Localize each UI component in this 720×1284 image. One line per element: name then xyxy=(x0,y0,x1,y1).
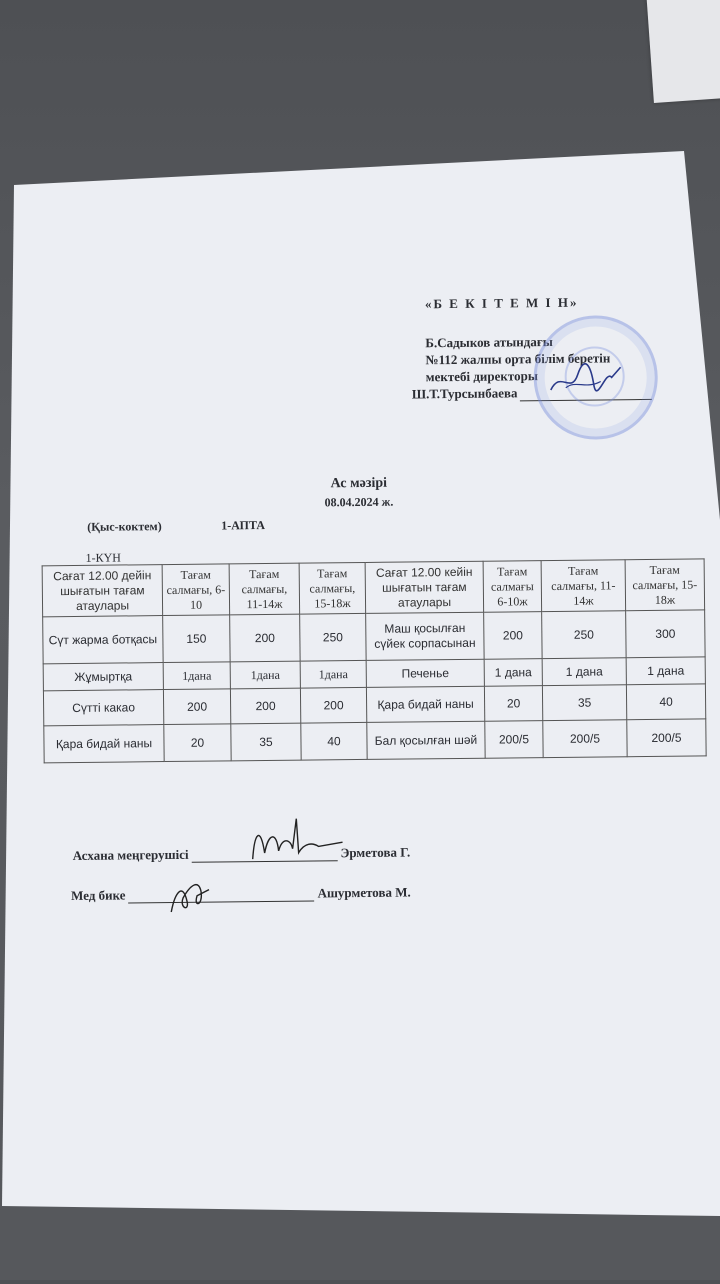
table-cell: 1дана xyxy=(230,661,300,689)
menu-date: 08.04.2024 ж. xyxy=(324,494,394,510)
approval-heading: «Б Е К І Т Е М І Н» xyxy=(424,294,579,312)
director-name: Ш.Т.Турсынбаева xyxy=(411,385,518,402)
table-cell: 250 xyxy=(300,613,366,661)
table-cell: 1дана xyxy=(300,660,366,688)
column-header: Тағам салмағы 6-10ж xyxy=(483,561,542,613)
day-label: 1-КҮН xyxy=(85,550,121,565)
table-cell: 250 xyxy=(542,611,626,659)
column-header: Сағат 12.00 дейін шығатын тағам атаулары xyxy=(42,565,163,617)
menu-table xyxy=(42,558,707,763)
table-cell: Қара бидай наны xyxy=(366,686,484,722)
column-header: Тағам салмағы, 11-14ж xyxy=(541,560,626,612)
column-header: Сағат 12.00 кейін шығатын тағам атаулары xyxy=(365,561,484,613)
table-cell: 200 xyxy=(230,688,300,724)
table-cell: 1 дана xyxy=(542,658,626,686)
column-header: Тағам салмағы, 15-18ж xyxy=(625,559,705,611)
menu-title: Ас мәзірі xyxy=(330,475,388,492)
table-cell: Маш қосылған сүйек сорпасынан xyxy=(366,612,484,660)
table-cell: Печенье xyxy=(366,659,484,687)
table-cell: 200 xyxy=(163,689,230,725)
column-header: Тағам салмағы, 6-10 xyxy=(162,564,230,616)
table-cell: 200 xyxy=(230,614,300,662)
canteen-signature-line xyxy=(73,844,411,864)
table-row xyxy=(44,719,706,763)
approval-line-1: Б.Садыков атындағы xyxy=(425,333,553,351)
approval-line-3: мектебі директоры xyxy=(425,368,539,385)
table-cell: 35 xyxy=(231,723,301,761)
table-cell: 1дана xyxy=(163,662,230,690)
nurse-name: Ашурметова М. xyxy=(317,884,411,901)
table-cell: 300 xyxy=(626,610,705,658)
season-label: (Қыс-коктем) xyxy=(87,519,162,534)
table-cell: Қара бидай наны xyxy=(44,725,164,763)
canteen-label: Асхана меңгерушісі xyxy=(72,846,189,864)
table-cell: 20 xyxy=(164,724,231,762)
table-cell: 35 xyxy=(542,685,626,721)
column-header: Тағам салмағы, 15-18ж xyxy=(299,562,366,614)
table-cell: 200/5 xyxy=(543,720,627,758)
table-cell: 200 xyxy=(484,612,542,660)
nurse-label: Мед бике xyxy=(71,887,126,904)
table-cell: Бал қосылған шәй xyxy=(367,721,485,759)
table-cell: 150 xyxy=(163,615,230,663)
table-row xyxy=(43,610,705,664)
table-cell: 1 дана xyxy=(484,659,542,687)
table-cell: 200 xyxy=(300,687,366,723)
nurse-signature xyxy=(161,871,221,916)
nurse-signature-line xyxy=(71,884,411,904)
table-cell: Сүтті какао xyxy=(43,690,163,726)
table-cell: 40 xyxy=(626,684,705,720)
table-cell: Жұмыртқа xyxy=(43,663,163,691)
table-cell: 200/5 xyxy=(485,721,543,759)
table-cell: Сүт жарма ботқасы xyxy=(43,616,163,664)
column-header: Тағам салмағы, 11-14ж xyxy=(229,563,300,615)
signature-underline xyxy=(128,886,314,903)
table-cell: 200/5 xyxy=(627,719,706,757)
director-signature xyxy=(545,359,625,400)
table-cell: 20 xyxy=(484,686,542,722)
table-cell: 40 xyxy=(301,722,367,760)
canteen-name: Эрметова Г. xyxy=(340,844,411,861)
table-header-row xyxy=(42,559,704,617)
approval-line-2: №112 жалпы орта білім беретін xyxy=(425,350,611,368)
canteen-signature xyxy=(246,812,347,865)
table-cell: 1 дана xyxy=(626,657,705,685)
week-label: 1-АПТА xyxy=(221,517,266,533)
